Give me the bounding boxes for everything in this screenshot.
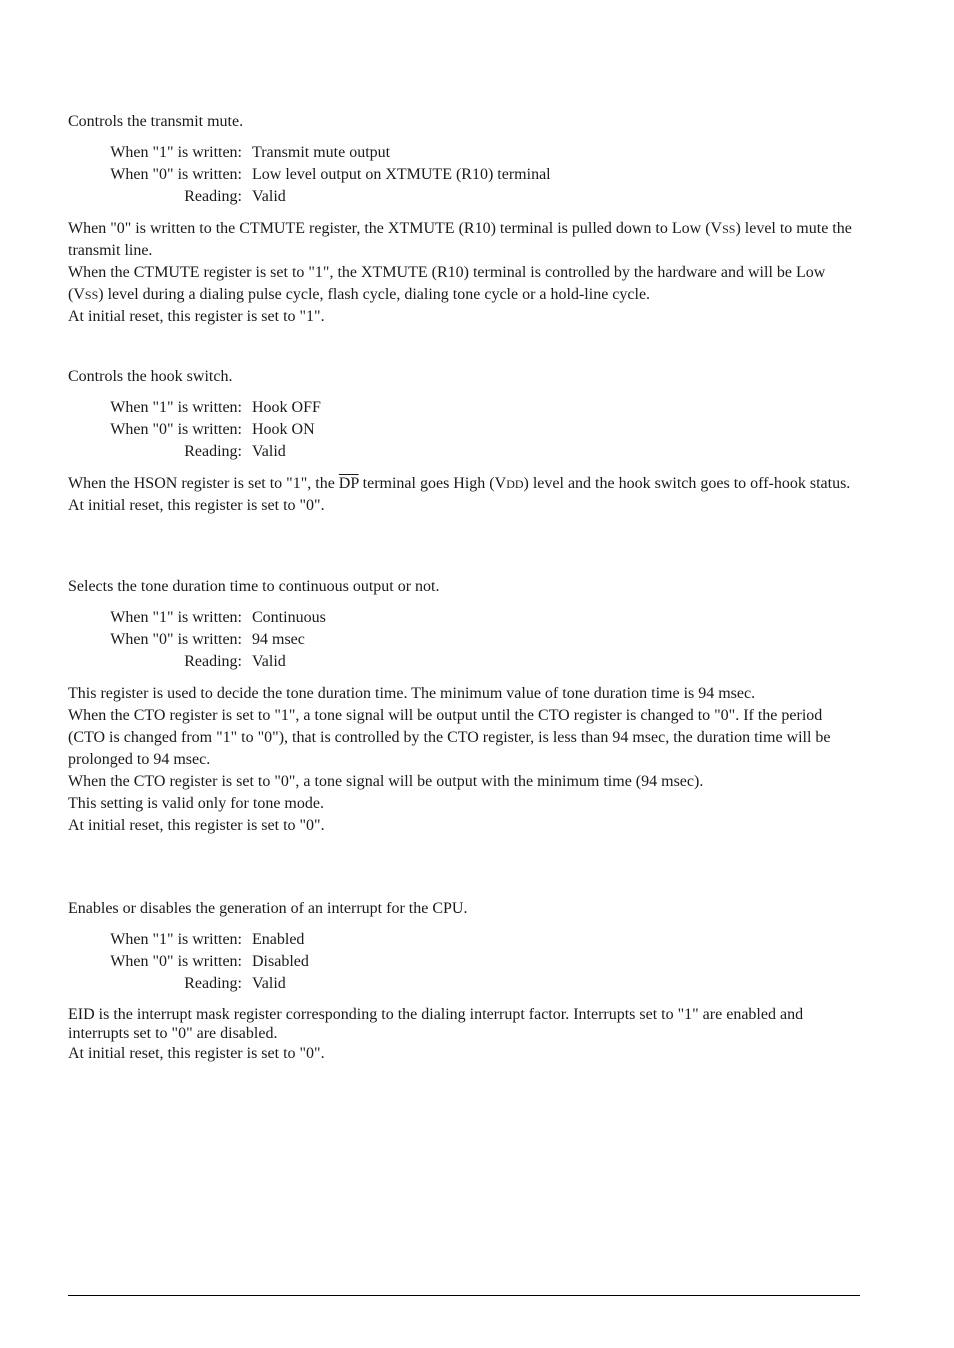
subscript-text: SS bbox=[84, 288, 99, 302]
option-row bbox=[68, 164, 863, 186]
option-list bbox=[68, 142, 863, 208]
option-value: Disabled bbox=[252, 953, 309, 970]
description-paragraph: EID is the interrupt mask register corresponding to the dialing interrupt factor. Interrupts set to "1" are enabled and interrupts set to "0" are disabled. bbox=[68, 1006, 804, 1042]
option-row bbox=[68, 651, 863, 673]
option-list bbox=[68, 607, 863, 673]
option-label: When "0" is written: bbox=[110, 166, 242, 183]
option-label: When "1" is written: bbox=[110, 609, 242, 626]
description-paragraph: This setting is valid only for tone mode. bbox=[68, 795, 324, 812]
description-paragraph: At initial reset, this register is set to "1". bbox=[68, 308, 325, 325]
option-value: Enabled bbox=[252, 931, 305, 948]
text-run: ) level to mute the transmit line. bbox=[68, 220, 852, 259]
hson-section bbox=[68, 366, 863, 517]
option-value: Continuous bbox=[252, 609, 326, 626]
description-paragraph bbox=[68, 262, 863, 306]
option-label: Reading: bbox=[184, 653, 242, 670]
option-row bbox=[68, 607, 863, 629]
text-run: When the HSON register is set to "1", the bbox=[68, 475, 339, 492]
description-paragraph: This register is used to decide the tone duration time. The minimum value of tone duration time is 94 msec. bbox=[68, 685, 756, 702]
option-value: Valid bbox=[252, 188, 286, 205]
subscript-text: DD bbox=[506, 477, 524, 491]
text-run: ) level and the hook switch goes to off-hook status. bbox=[523, 475, 851, 492]
description-paragraph: When the CTO register is set to "0", a tone signal will be output with the minimum time (94 msec). bbox=[68, 773, 704, 790]
description-paragraph bbox=[68, 218, 863, 262]
option-row bbox=[68, 142, 863, 164]
option-list bbox=[68, 397, 863, 463]
description-paragraph: At initial reset, this register is set to "0". bbox=[68, 817, 325, 834]
section-intro: Controls the transmit mute. bbox=[68, 113, 244, 130]
subscript-text: SS bbox=[722, 222, 736, 236]
option-row bbox=[68, 951, 863, 973]
eid-section bbox=[68, 898, 863, 1064]
text-run: When "0" is written to the CTMUTE register, the XTMUTE (R10) terminal is pulled down to Low (V bbox=[68, 220, 723, 237]
option-value: 94 msec bbox=[252, 631, 305, 648]
option-label: When "0" is written: bbox=[110, 631, 242, 648]
option-value: Hook OFF bbox=[252, 399, 321, 416]
description-paragraph: When the CTO register is set to "1", a tone signal will be output until the CTO register is changed to "0". If the period (CTO is changed from "1" to "0"), that is controlled by the CTO register, is less than 94 msec, the duration time will be prolonged to 94 msec. bbox=[68, 707, 831, 768]
section-intro: Selects the tone duration time to continuous output or not. bbox=[68, 578, 440, 595]
option-row bbox=[68, 186, 863, 208]
section-description bbox=[68, 473, 863, 517]
ctmute-section bbox=[68, 111, 863, 328]
description-paragraph: At initial reset, this register is set to "0". bbox=[68, 497, 325, 514]
option-value: Low level output on XTMUTE (R10) terminal bbox=[252, 166, 551, 183]
overlined-signal-name: $\overline{DP}$ bbox=[338, 475, 359, 492]
footer-divider bbox=[68, 1295, 860, 1296]
option-label: Reading: bbox=[184, 975, 242, 992]
option-label: When "1" is written: bbox=[110, 144, 242, 161]
option-label: When "0" is written: bbox=[110, 421, 242, 438]
text-run: terminal goes High (V bbox=[358, 475, 507, 492]
option-value: Valid bbox=[252, 443, 286, 460]
cto-section bbox=[68, 576, 863, 837]
option-value: Hook ON bbox=[252, 421, 315, 438]
option-value: Valid bbox=[252, 975, 286, 992]
option-row bbox=[68, 973, 863, 995]
option-label: When "1" is written: bbox=[110, 931, 242, 948]
option-row bbox=[68, 929, 863, 951]
option-label: When "0" is written: bbox=[110, 953, 242, 970]
option-label: Reading: bbox=[184, 443, 242, 460]
option-value: Transmit mute output bbox=[252, 144, 391, 161]
option-list bbox=[68, 929, 863, 995]
section-description bbox=[68, 1005, 863, 1064]
option-label: When "1" is written: bbox=[110, 399, 242, 416]
option-label: Reading: bbox=[184, 188, 242, 205]
section-intro: Controls the hook switch. bbox=[68, 368, 233, 385]
option-row bbox=[68, 441, 863, 463]
option-row bbox=[68, 397, 863, 419]
option-row bbox=[68, 629, 863, 651]
section-intro: Enables or disables the generation of an interrupt for the CPU. bbox=[68, 900, 468, 917]
text-run: ) level during a dialing pulse cycle, flash cycle, dialing tone cycle or a hold-line cycle. bbox=[98, 286, 651, 303]
description-paragraph: At initial reset, this register is set to "0". bbox=[68, 1045, 325, 1062]
section-description bbox=[68, 683, 863, 837]
option-row bbox=[68, 419, 863, 441]
text-run: When the CTMUTE register is set to "1", the XTMUTE (R10) terminal is controlled by the hardware and will be Low (V bbox=[68, 264, 826, 303]
section-description bbox=[68, 218, 863, 328]
description-paragraph bbox=[68, 473, 863, 495]
option-value: Valid bbox=[252, 653, 286, 670]
